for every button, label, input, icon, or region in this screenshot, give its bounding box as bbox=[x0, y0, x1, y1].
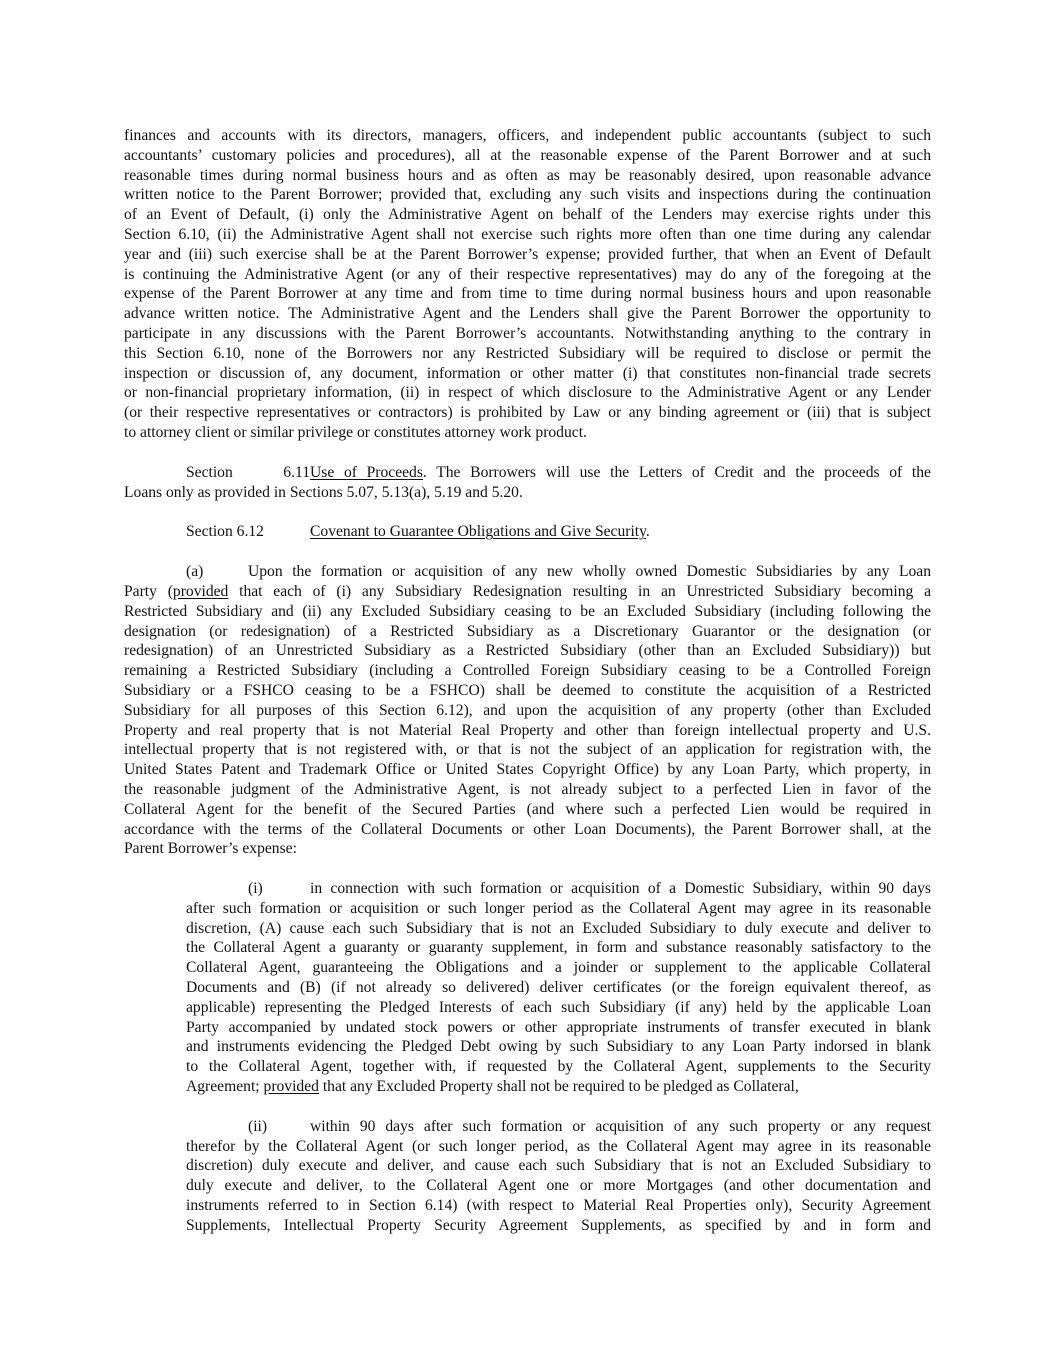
text-line: or non-financial proprietary information, (ii) in respect of which disclosure to the Administrative Agent or any Lender bbox=[124, 384, 931, 402]
paragraph-spacer bbox=[124, 859, 931, 879]
text-line: Supplements, Intellectual Property Security Agreement Supplements, as specified by and in form and bbox=[186, 1216, 931, 1234]
clause-i bbox=[186, 879, 931, 1097]
paragraph-spacer bbox=[124, 1097, 931, 1117]
text-line: written notice to the Parent Borrower; provided that, excluding any such visits and inspections during the continuation bbox=[124, 186, 931, 204]
text-line: the reasonable judgment of the Administrative Agent, is not already subject to a perfected Lien in favor of the bbox=[124, 780, 931, 798]
section-number: Section 6.12 bbox=[186, 523, 264, 541]
text-line: designation (or redesignation) of a Restricted Subsidiary as a Discretionary Guarantor or the designation (or bbox=[124, 622, 931, 640]
text-line: after such formation or acquisition or such longer period as the Collateral Agent may agree in its reasonable bbox=[186, 899, 931, 917]
text-line: Parent Borrower’s expense: bbox=[124, 840, 297, 858]
text-line: to attorney client or similar privilege or constitutes attorney work product. bbox=[124, 423, 587, 441]
text-line: the Collateral Agent a guaranty or guaranty supplement, in form and substance reasonably satisfactory to the bbox=[186, 939, 931, 957]
text-line: advance written notice. The Administrative Agent and the Lenders shall give the Parent Borrower the opportunity to bbox=[124, 305, 931, 323]
text-line: Collateral Agent for the benefit of the Secured Parties (and where such a perfected Lien would be required in bbox=[124, 800, 931, 818]
text-line: Collateral Agent, guaranteeing the Obligations and a joinder or supplement to the applicable Collateral bbox=[186, 959, 931, 977]
text-line: inspection or discussion of, any document, information or other matter (i) that constitutes non-financial trade secrets bbox=[124, 364, 931, 382]
text-line: therefor by the Collateral Agent (or such longer period, as the Collateral Agent may agree in its reasonable bbox=[186, 1137, 931, 1155]
text-line: to the Collateral Agent, together with, if requested by the Collateral Agent, supplements to the Security bbox=[186, 1058, 931, 1076]
text-line: reasonable times during normal business hours and as often as may be reasonably desired, upon reasonable advance bbox=[124, 166, 931, 184]
clause-a bbox=[124, 562, 931, 859]
section-6-12 bbox=[124, 522, 931, 542]
section-title: Use of Proceeds bbox=[310, 463, 423, 481]
paragraph-spacer bbox=[124, 502, 931, 522]
section-6-11 bbox=[124, 463, 931, 503]
section-title: Covenant to Guarantee Obligations and Give Security bbox=[310, 523, 646, 541]
text-fragment: that each of (i) any Subsidiary Redesignation resulting in an Unrestricted Subsidiary becoming a bbox=[228, 582, 932, 600]
clause-label: (ii) bbox=[248, 1117, 268, 1135]
text-fragment: Party ( bbox=[124, 582, 173, 600]
text-line: Loans only as provided in Sections 5.07, 5.13(a), 5.19 and 5.20. bbox=[124, 483, 523, 501]
section-6-11-heading-line bbox=[124, 463, 931, 483]
clause-ii bbox=[186, 1117, 931, 1236]
text-line bbox=[186, 1077, 931, 1097]
paragraph-spacer bbox=[124, 542, 931, 562]
text-line: and instruments evidencing the Pledged Debt owing by such Subsidiary to any Loan Party indorsed in blank bbox=[186, 1038, 931, 1056]
text-line: of an Event of Default, (i) only the Administrative Agent on behalf of the Lenders may exercise rights under this bbox=[124, 206, 931, 224]
text-line: remaining a Restricted Subsidiary (including a Controlled Foreign Subsidiary ceasing to be a Controlled Foreign bbox=[124, 662, 931, 680]
text-fragment: Agreement; bbox=[186, 1078, 264, 1096]
text-line: Party accompanied by undated stock powers or other appropriate instruments of transfer executed in blank bbox=[186, 1018, 931, 1036]
text-line: Section 6.10, (ii) the Administrative Agent shall not exercise such rights more often than one time during any calendar bbox=[124, 225, 931, 243]
text-line: year and (iii) such exercise shall be at the Parent Borrower’s expense; provided further, that when an Event of Default bbox=[124, 245, 931, 263]
clause-i-first-line bbox=[186, 879, 931, 899]
text-line bbox=[124, 582, 931, 602]
text-line: Restricted Subsidiary and (ii) any Excluded Subsidiary ceasing to be an Excluded Subsidiary (including following the bbox=[124, 602, 931, 620]
section-text: . The Borrowers will use the Letters of Credit and the proceeds of the bbox=[422, 463, 931, 481]
clause-a-first-line bbox=[124, 562, 931, 582]
text-line: redesignation) of an Unrestricted Subsidiary as a Restricted Subsidiary (other than an Excluded Subsidiary)) but bbox=[124, 642, 931, 660]
text-line: applicable) representing the Pledged Interests of each such Subsidiary (if any) held by the applicable Loan bbox=[186, 998, 931, 1016]
text-line: is continuing the Administrative Agent (or any of their respective representatives) may do any of the foregoing at the bbox=[124, 265, 931, 283]
text-line: Documents and (B) (if not already so delivered) deliver certificates (or the foreign equivalent thereof, as bbox=[186, 979, 931, 997]
section-6-12-heading-line bbox=[124, 522, 931, 542]
text-line: Subsidiary or a FSHCO ceasing to be a FSHCO) shall be deemed to constitute the acquisition of a Restricted bbox=[124, 681, 931, 699]
underlined-provided: provided bbox=[263, 1078, 319, 1096]
text-line: Property and real property that is not Material Real Property and other than foreign intellectual property and U.S. bbox=[124, 721, 931, 739]
text-line: expense of the Parent Borrower at any time and from time to time during normal business hours and upon reasonable bbox=[124, 285, 931, 303]
text-line: accordance with the terms of the Collateral Documents or other Loan Documents), the Parent Borrower shall, at the bbox=[124, 820, 931, 838]
section-title-period: . bbox=[645, 523, 650, 541]
section-6-10-continuation bbox=[124, 126, 931, 443]
text-line: United States Patent and Trademark Office or United States Copyright Office) by any Loan Party, which property, in bbox=[124, 761, 931, 779]
text-line: instruments referred to in Section 6.14) (with respect to Material Real Properties only), Security Agreement bbox=[186, 1197, 931, 1215]
text-line: discretion, (A) cause each such Subsidiary that is not an Excluded Subsidiary to duly execute and deliver to bbox=[186, 919, 931, 937]
clause-text: within 90 days after such formation or acquisition of any such property or any request bbox=[310, 1117, 931, 1135]
paragraph-spacer bbox=[124, 443, 931, 463]
clause-text: in connection with such formation or acquisition of a Domestic Subsidiary, within 90 days bbox=[310, 880, 931, 898]
clause-text: Upon the formation or acquisition of any new wholly owned Domestic Subsidiaries by any Loan bbox=[248, 563, 931, 581]
clause-label: (i) bbox=[248, 880, 263, 898]
text-line: duly execute and deliver, to the Collateral Agent one or more Mortgages (and other documentation and bbox=[186, 1177, 931, 1195]
text-line: this Section 6.10, none of the Borrowers nor any Restricted Subsidiary will be required to disclose or permit the bbox=[124, 344, 931, 362]
clause-label: (a) bbox=[186, 563, 204, 581]
text-line: participate in any discussions with the Parent Borrower’s accountants. Notwithstanding anything to the contrary in bbox=[124, 324, 931, 342]
text-fragment: that any Excluded Property shall not be required to be pledged as Collateral, bbox=[318, 1078, 799, 1096]
clause-ii-first-line bbox=[186, 1117, 931, 1137]
text-line: (or their respective representatives or contractors) is prohibited by Law or any binding agreement or (iii) that is subject bbox=[124, 404, 931, 422]
text-line: finances and accounts with its directors, managers, officers, and independent public accountants (subject to such bbox=[124, 127, 931, 144]
underlined-provided: provided bbox=[172, 582, 229, 600]
text-line: intellectual property that is not registered with, or that is not the subject of an application for registration with, the bbox=[124, 741, 931, 759]
section-number: Section 6.11 bbox=[186, 463, 310, 481]
text-line: accountants’ customary policies and procedures), all at the reasonable expense of the Parent Borrower and at such bbox=[124, 146, 931, 164]
document-page bbox=[124, 126, 931, 1236]
text-line: discretion) duly execute and deliver, and cause each such Subsidiary that is not an Excluded Subsidiary to bbox=[186, 1157, 931, 1175]
text-line: Subsidiary for all purposes of this Section 6.12), and upon the acquisition of any property (other than Excluded bbox=[124, 701, 931, 719]
